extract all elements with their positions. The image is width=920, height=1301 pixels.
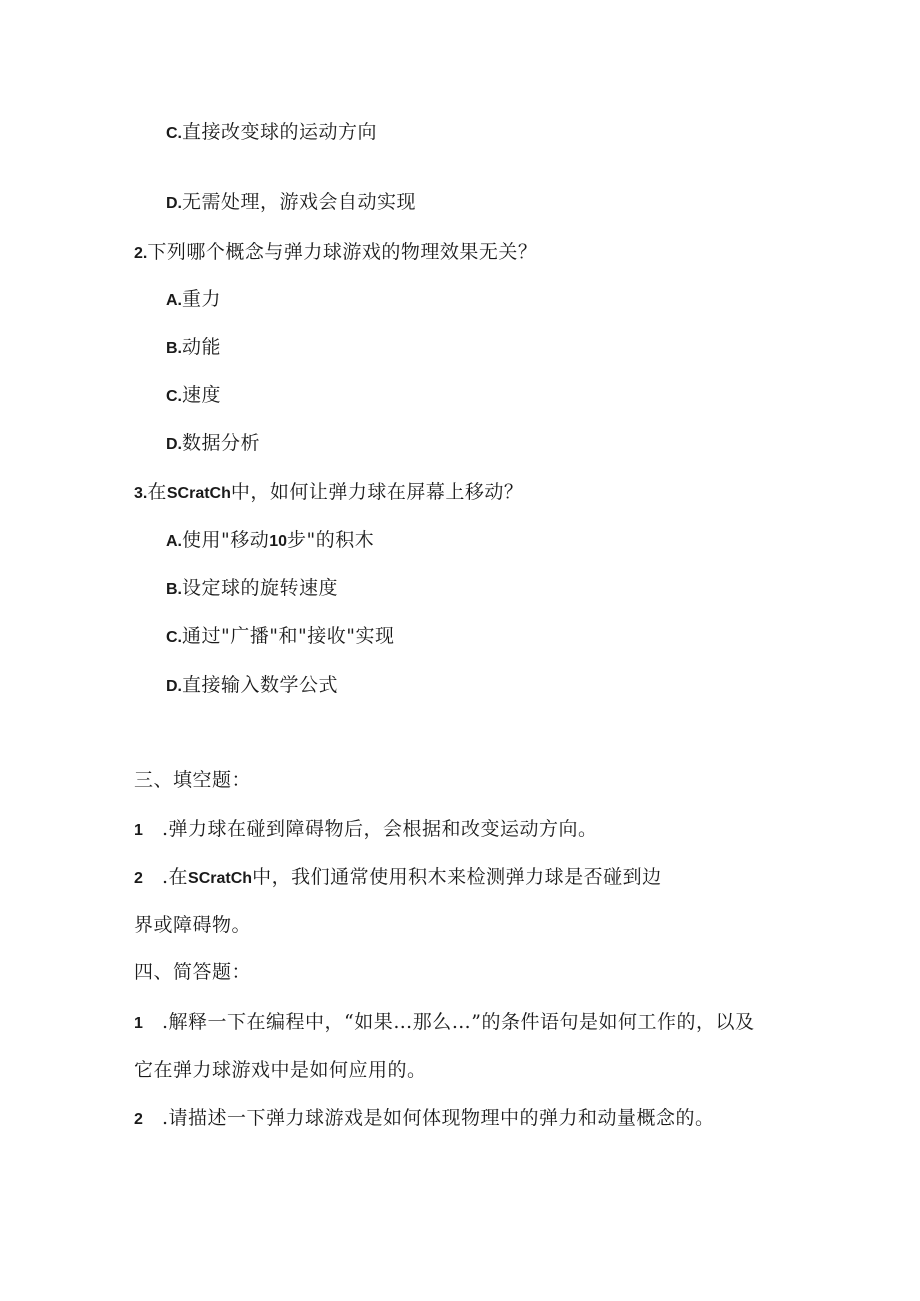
option-text: 直接改变球的运动方向 <box>182 121 378 143</box>
section-heading-fill: 三、填空题： <box>134 769 252 791</box>
section-heading-short: 四、简答题： <box>134 961 252 983</box>
fill-item-2 <box>134 865 662 891</box>
fill-item-1 <box>134 817 598 843</box>
q3-option-c <box>166 624 394 650</box>
q2-option-a <box>166 287 221 313</box>
option-label: B. <box>166 581 182 598</box>
question-number: 3. <box>134 485 148 502</box>
item-number: 2 <box>134 1111 144 1128</box>
option-text-pre: 使用"移动 <box>182 529 270 551</box>
option-text: 设定球的旋转速度 <box>182 577 339 599</box>
option-label: C. <box>166 629 182 646</box>
q2-option-b <box>166 335 221 361</box>
short-item-1-continuation: 它在弹力球游戏中是如何应用的。 <box>134 1059 427 1081</box>
option-number: 10 <box>269 533 288 550</box>
option-label: A. <box>166 292 182 309</box>
option-text: 直接输入数学公式 <box>182 674 339 696</box>
item-text-post: 中，我们通常使用积木来检测弹力球是否碰到边 <box>252 866 662 888</box>
option-label: D. <box>166 195 182 212</box>
q3-option-b <box>166 576 338 602</box>
option-label: D. <box>166 436 182 453</box>
option-label: B. <box>166 340 182 357</box>
option-label: A. <box>166 533 182 550</box>
item-text: .弹力球在碰到障碍物后，会根据和改变运动方向。 <box>162 818 598 840</box>
question-text-post: 中，如何让弹力球在屏幕上移动？ <box>230 481 524 503</box>
question-text-pre: 在 <box>147 481 167 503</box>
option-text: 数据分析 <box>182 432 261 454</box>
q2-option-c <box>166 383 221 409</box>
q1-option-c <box>166 120 377 146</box>
q2-option-d <box>166 431 260 457</box>
item-number: 1 <box>134 1015 144 1032</box>
q3-option-d <box>166 673 338 699</box>
item-text: .请描述一下弹力球游戏是如何体现物理中的弹力和动量概念的。 <box>162 1107 715 1129</box>
option-text: 速度 <box>182 384 222 406</box>
option-label: C. <box>166 388 182 405</box>
item-text: .解释一下在编程中，“如果…那么…”的条件语句是如何工作的，以及 <box>162 1011 755 1033</box>
item-number: 2 <box>134 870 144 887</box>
q3-option-a <box>166 528 374 554</box>
fill-item-2-continuation: 界或障碍物。 <box>134 914 252 936</box>
short-item-2 <box>134 1106 715 1132</box>
question-text: 下列哪个概念与弹力球游戏的物理效果无关？ <box>147 241 538 263</box>
question-number: 2. <box>134 245 148 262</box>
option-text: 通过"广播"和"接收"实现 <box>182 625 395 647</box>
short-item-1 <box>134 1010 754 1036</box>
scratch-term: SCratCh <box>188 870 253 887</box>
option-text: 重力 <box>182 288 222 310</box>
question-2 <box>134 240 537 266</box>
question-3 <box>134 480 523 506</box>
option-label: D. <box>166 678 182 695</box>
option-text: 无需处理，游戏会自动实现 <box>182 191 417 213</box>
item-number: 1 <box>134 822 144 839</box>
q1-option-d <box>166 190 416 216</box>
option-label: C. <box>166 125 182 142</box>
scratch-term: SCratCh <box>166 485 231 502</box>
option-text: 动能 <box>182 336 222 358</box>
item-text-pre: .在 <box>162 866 189 888</box>
option-text-post: 步"的积木 <box>287 529 375 551</box>
